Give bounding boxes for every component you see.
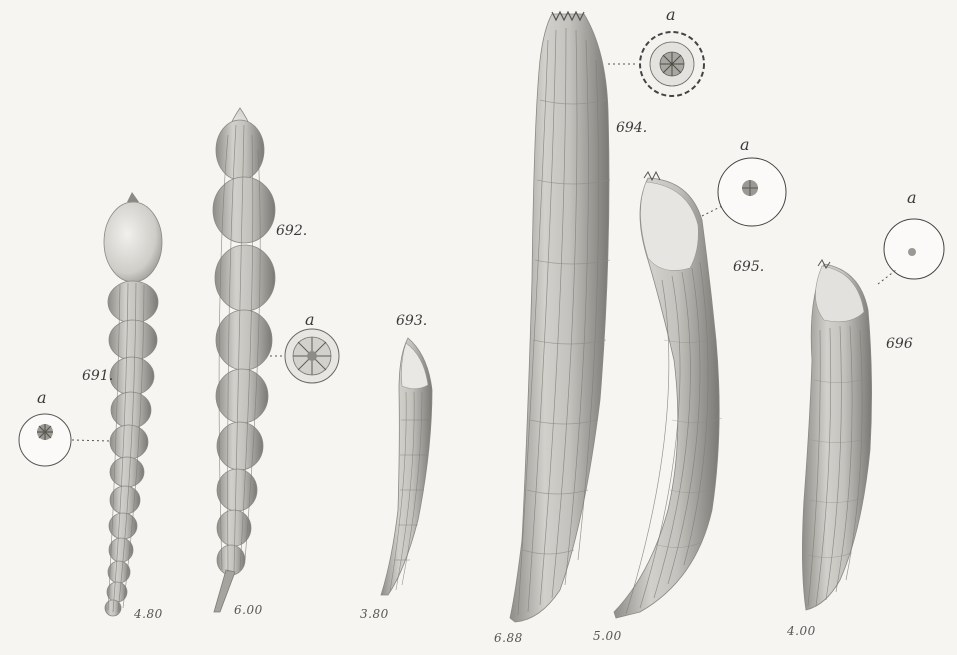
figure-696 — [802, 219, 944, 610]
figure-691-scale: 4.80 — [134, 607, 163, 621]
figure-692-scale: 6.00 — [234, 603, 263, 617]
figure-695 — [614, 158, 786, 618]
figure-696-detail-label: a — [907, 188, 917, 207]
figure-694-scale: 6.88 — [494, 631, 523, 645]
figure-692-test-body — [213, 120, 275, 575]
figure-692-aperture-detail — [270, 329, 339, 383]
figure-691-number: 691. — [82, 368, 114, 384]
figure-696-scale: 4.00 — [787, 624, 816, 638]
figure-694-detail-label: a — [666, 5, 676, 24]
figure-695-aperture-detail — [702, 158, 786, 226]
figure-694-aperture-detail — [608, 32, 704, 96]
figure-696-number: 696 — [886, 336, 913, 352]
figure-691-apical-chamber — [104, 202, 162, 282]
figure-692-number: 692. — [276, 223, 308, 239]
figure-694-test-body — [510, 14, 609, 622]
figure-694-number: 694. — [616, 120, 648, 136]
figure-693-scale: 3.80 — [360, 607, 389, 621]
figure-695-number: 695. — [733, 259, 765, 275]
figure-691-detail-label: a — [37, 388, 47, 407]
figure-691-test-body — [105, 281, 158, 616]
figure-692-detail-label: a — [305, 310, 315, 329]
figure-691-aperture-detail — [19, 414, 110, 466]
figure-692 — [213, 108, 339, 612]
figure-695-scale: 5.00 — [593, 629, 622, 643]
figure-693-number: 693. — [396, 313, 428, 329]
figure-696-aperture-detail — [878, 219, 944, 284]
figure-693 — [381, 338, 432, 595]
figure-695-detail-label: a — [740, 135, 750, 154]
